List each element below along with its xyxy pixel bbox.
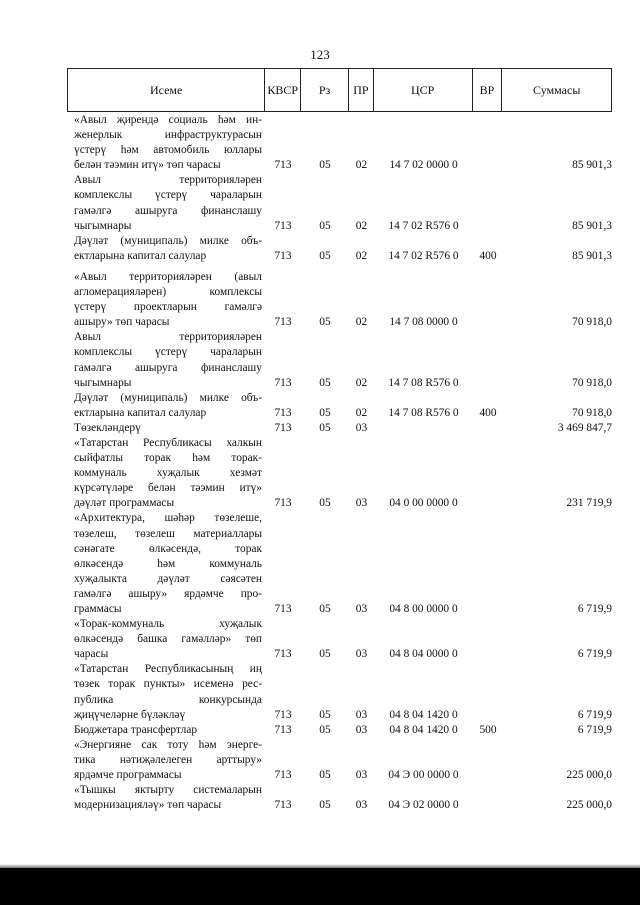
row-sum: 70 918,0 <box>572 406 612 419</box>
row-name <box>67 173 265 233</box>
row-name-line: «Архитектура, шәһәр төзелеше, <box>74 512 262 525</box>
row-kvsr: 713 <box>274 249 292 262</box>
row-kvsr: 713 <box>274 316 292 329</box>
row-name-line: «Авыл территорияләрен (авыл <box>74 270 262 283</box>
row-rz: 05 <box>319 497 331 510</box>
row-pr: 02 <box>355 376 368 389</box>
row-kvsr: 713 <box>274 421 292 434</box>
row-name-line: комплекслы үстерү чараларын <box>74 189 262 202</box>
row-name <box>67 617 265 662</box>
row-csr: 04 8 00 0000 0 <box>389 603 458 615</box>
row-sum: 3 469 847,7 <box>557 421 612 434</box>
row-pr: 03 <box>355 603 368 615</box>
row-name <box>67 270 265 330</box>
row-rz: 05 <box>319 769 331 782</box>
row-sum: 225 000,0 <box>566 799 612 812</box>
row-name-line: Авыл территорияләрен <box>74 331 262 344</box>
row-name-line: «Авыл җирендә социаль һәм ин- <box>74 114 262 126</box>
row-name <box>67 783 265 813</box>
row-pr: 02 <box>355 249 368 262</box>
row-name-line: чарасы <box>74 648 109 661</box>
row-csr: 04 Э 00 0000 0 <box>388 769 459 782</box>
row-csr: 14 7 08 R576 0 <box>388 406 459 419</box>
row-kvsr: 713 <box>274 376 292 389</box>
row-kvsr: 713 <box>274 648 292 661</box>
row-kvsr: 713 <box>274 159 292 172</box>
row-pr: 03 <box>355 421 368 434</box>
row-name <box>67 723 265 738</box>
row-name-line: Төзекләндерү <box>74 421 141 434</box>
row-name-line: агломерацияләрен) комплексы <box>74 286 262 299</box>
table-row <box>67 662 612 722</box>
row-name <box>67 436 265 511</box>
row-rz: 05 <box>319 723 331 736</box>
row-rz: 05 <box>319 648 331 661</box>
row-csr: 14 7 08 R576 0 <box>388 376 459 389</box>
row-csr: 04 8 04 0000 0 <box>389 648 458 661</box>
row-name-line: сыйфатлы торак һәм торак- <box>74 452 262 465</box>
row-name-line: Дәүләт (муниципаль) милке объ- <box>74 234 262 247</box>
row-kvsr: 713 <box>274 219 292 232</box>
row-vr: 500 <box>479 723 497 736</box>
header-pr: ПР <box>349 69 374 111</box>
row-pr: 02 <box>355 316 368 329</box>
row-name-line: «Тышкы яктырту системаларын <box>74 784 262 797</box>
row-name-line: үстерү һәм автомобиль юллары <box>74 144 262 157</box>
row-kvsr: 713 <box>274 406 292 419</box>
row-name <box>67 113 265 173</box>
row-csr: 04 Э 02 0000 0 <box>388 799 459 812</box>
scan-edge <box>0 868 640 905</box>
row-name-line: «Торак-коммуналь хуҗалык <box>74 618 262 631</box>
row-csr: 14 7 02 R576 0 <box>388 249 459 262</box>
row-rz: 05 <box>319 219 331 232</box>
row-name-line: публика конкурсында <box>74 693 262 706</box>
row-name-line: Бюджетара трансфертлар <box>74 723 198 736</box>
row-sum: 6 719,9 <box>577 648 612 661</box>
row-name <box>67 421 265 436</box>
row-name-line: күрсәтүләре белән тәэмин итү» <box>74 482 262 495</box>
row-rz: 05 <box>319 316 331 329</box>
row-pr: 03 <box>355 708 368 721</box>
row-name <box>67 330 265 390</box>
table-body <box>67 113 612 813</box>
row-name-line: дәүләт программасы <box>74 497 175 510</box>
row-name-line: гамәлгә ашыруга финанслашу <box>74 361 262 374</box>
row-csr: 14 7 08 0000 0 <box>389 316 458 329</box>
row-pr: 03 <box>355 723 368 736</box>
row-name-line: ектларына капитал салулар <box>74 406 207 419</box>
row-kvsr: 713 <box>274 708 292 721</box>
header-name: Исеме <box>68 69 265 111</box>
table-row <box>67 270 612 330</box>
row-kvsr: 713 <box>274 497 292 510</box>
row-kvsr: 713 <box>274 799 292 812</box>
header-vr: ВР <box>473 69 503 111</box>
page-number: 123 <box>310 47 330 62</box>
row-name-line: тика нәтиҗәлелеген арттыру» <box>74 753 262 766</box>
row-csr: 04 0 00 0000 0 <box>389 497 458 510</box>
table-row <box>67 234 612 264</box>
row-name <box>67 511 265 617</box>
row-rz: 05 <box>319 249 331 262</box>
row-rz: 05 <box>319 159 331 172</box>
row-name-line: төзелеш, төзелеш материаллары <box>74 527 262 540</box>
row-pr: 02 <box>355 219 368 232</box>
row-pr: 02 <box>355 159 368 172</box>
table-row <box>67 421 612 436</box>
row-name-line: модернизацияләү» төп чарасы <box>74 799 222 812</box>
row-rz: 05 <box>319 708 331 721</box>
row-sum: 85 901,3 <box>572 249 612 262</box>
table-header <box>67 68 612 112</box>
row-name-line: гамәлгә ашыру» ярдәмче про- <box>74 587 262 600</box>
header-csr: ЦСР <box>374 69 473 111</box>
header-sum: Суммасы <box>533 82 581 97</box>
row-name-line: җиңүчеләрне бүләкләү <box>74 708 186 721</box>
row-name-line: ектларына капитал салулар <box>74 249 207 262</box>
row-name-line: «Энергияне сак тоту һәм энерге- <box>74 738 262 751</box>
table-row <box>67 330 612 390</box>
row-sum: 6 719,9 <box>577 708 612 721</box>
row-name-line: «Татарстан Республикасының иң <box>74 663 262 676</box>
header-kvsr: КВСР <box>265 69 301 111</box>
row-sum: 6 719,9 <box>577 603 612 615</box>
row-vr: 400 <box>479 249 497 262</box>
row-name-line: «Татарстан Республикасы халкын <box>74 436 262 449</box>
row-name-line: өлкәсендә һәм коммуналь <box>74 557 262 570</box>
table-row <box>67 738 612 783</box>
row-sum: 85 901,3 <box>572 219 612 232</box>
table-row <box>67 783 612 813</box>
row-csr: 04 8 04 1420 0 <box>389 723 458 736</box>
row-name-line: комплекслы үстерү чараларын <box>74 346 262 359</box>
row-name-line: ашыру» төп чарасы <box>74 316 170 329</box>
table-row <box>67 723 612 738</box>
row-rz: 05 <box>319 799 331 812</box>
row-name-line: чыгымнары <box>74 219 132 232</box>
row-pr: 02 <box>355 406 368 419</box>
row-name-line: Авыл территорияләрен <box>74 174 262 187</box>
row-rz: 05 <box>319 406 331 419</box>
row-csr: 14 7 02 R576 0 <box>388 219 459 232</box>
row-rz: 05 <box>319 421 331 434</box>
row-name <box>67 391 265 421</box>
row-name-line: чыгымнары <box>74 376 132 389</box>
row-pr: 03 <box>355 497 368 510</box>
row-sum: 70 918,0 <box>572 376 612 389</box>
row-name-line: үстерү проектларын гамәлгә <box>74 301 262 314</box>
row-name-line: Дәүләт (муниципаль) милке объ- <box>74 391 262 404</box>
row-pr: 03 <box>355 769 368 782</box>
row-name <box>67 234 265 264</box>
table-row <box>67 436 612 511</box>
row-name <box>67 662 265 722</box>
row-name-line: коммуналь хуҗалык хезмәт <box>74 467 262 480</box>
row-name-line: женерлык инфраструктурасын <box>74 129 262 142</box>
row-kvsr: 713 <box>274 723 292 736</box>
row-vr: 400 <box>479 406 497 419</box>
row-name-line: ярдәмче программасы <box>74 769 182 782</box>
row-sum: 85 901,3 <box>572 159 612 172</box>
row-csr: 14 7 02 0000 0 <box>389 159 458 172</box>
row-kvsr: 713 <box>274 769 292 782</box>
row-rz: 05 <box>319 603 331 615</box>
table-row <box>67 617 612 662</box>
row-name-line: хуҗалыкта дәүләт сәясәтен <box>74 572 262 585</box>
table-row <box>67 113 612 173</box>
row-name-line: өлкәсендә башка гамәлләр» төп <box>74 633 262 646</box>
row-sum: 225 000,0 <box>566 769 612 782</box>
row-name-line: сәнәгате өлкәсендә, торак <box>74 542 262 555</box>
row-name-line: граммасы <box>74 603 122 615</box>
row-name-line: белән тәэмин итү» төп чарасы <box>74 159 221 172</box>
row-pr: 03 <box>355 799 368 812</box>
row-sum: 6 719,9 <box>577 723 612 736</box>
row-pr: 03 <box>355 648 368 661</box>
row-name-line: гамәлгә ашыруга финанслашу <box>74 204 262 217</box>
row-csr: 04 8 04 1420 0 <box>389 708 458 721</box>
row-sum: 70 918,0 <box>572 316 612 329</box>
row-rz: 05 <box>319 376 331 389</box>
table-row <box>67 173 612 233</box>
row-kvsr: 713 <box>274 603 292 615</box>
table-row <box>67 391 612 421</box>
header-rz: Рз <box>301 69 349 111</box>
row-name <box>67 738 265 783</box>
table-row <box>67 511 612 617</box>
row-name-line: төзек торак пункты» исеменә рес- <box>74 678 262 691</box>
row-sum: 231 719,9 <box>566 497 612 510</box>
